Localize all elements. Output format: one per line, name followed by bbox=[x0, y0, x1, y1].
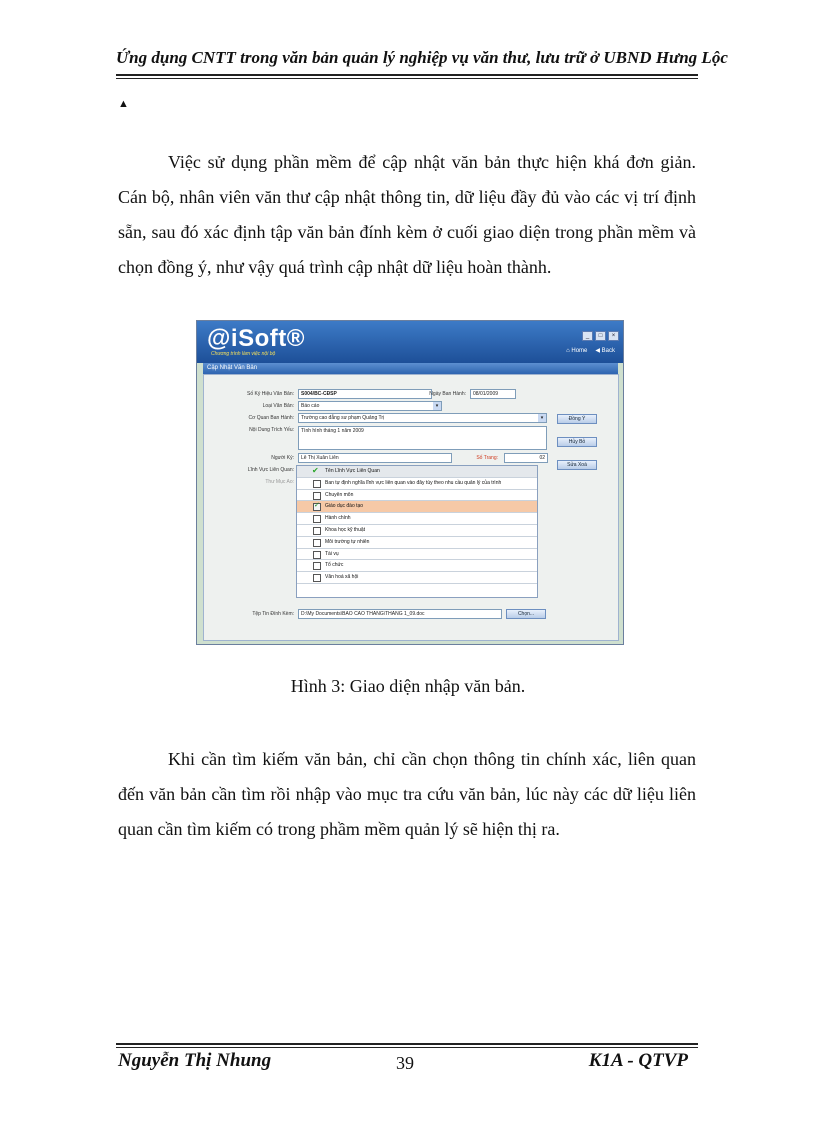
app-banner bbox=[197, 321, 623, 363]
list-item-label: Văn hoá xã hội bbox=[325, 574, 359, 581]
isoft-logo: @iSoft® bbox=[207, 325, 305, 352]
checkbox[interactable] bbox=[313, 539, 321, 547]
list-item-label: Hành chính bbox=[325, 515, 351, 522]
label-tep-tin: Tệp Tin Đính Kèm: bbox=[252, 611, 294, 617]
list-item-label: Ban tự định nghĩa lĩnh vực liên quan vào đây tùy theo nhu cầu quản lý của trình bbox=[325, 479, 502, 486]
so-trang-input[interactable]: 02 bbox=[504, 453, 548, 463]
home-link[interactable]: ⌂ Home bbox=[566, 348, 588, 354]
co-quan-select[interactable]: Trường cao đẳng sư phạm Quảng Trị ▾ bbox=[298, 413, 547, 423]
list-item-label: Môi trường tự nhiên bbox=[325, 538, 370, 545]
list-item[interactable] bbox=[297, 501, 537, 513]
check-icon: ✔ bbox=[312, 466, 319, 475]
nguoi-ky-input[interactable]: Lê Thị Xuân Liên bbox=[298, 453, 452, 463]
label-so-ky-hieu: Số Ký Hiệu Văn Bản: bbox=[247, 391, 294, 397]
sua-xoa-button[interactable]: Sửa Xoá bbox=[557, 460, 597, 470]
list-item-label: Tổ chức bbox=[325, 562, 344, 569]
paragraph-2: Khi cần tìm kiếm văn bản, chỉ cần chọn thông tin chính xác, liên quan đến văn bản cần tìm rồi nhập vào mục tra cứu văn bản, lúc này các dữ liệu liên quan cần tìm kiếm có trong phầm mềm quản lý sẽ hiện thị ra. bbox=[118, 749, 696, 839]
dong-y-button[interactable]: Đồng Ý bbox=[557, 414, 597, 424]
list-item[interactable] bbox=[297, 560, 537, 572]
label-loai: Loại Văn Bản: bbox=[262, 403, 294, 409]
label-linh-vuc: Lĩnh Vực Liên Quan: bbox=[247, 467, 294, 473]
list-item[interactable] bbox=[297, 478, 537, 490]
chevron-down-icon: ▾ bbox=[538, 414, 546, 422]
maximize-button[interactable]: □ bbox=[595, 331, 606, 341]
linh-vuc-list bbox=[296, 465, 538, 598]
chon-button[interactable]: Chọn... bbox=[506, 609, 546, 619]
chevron-down-icon: ▾ bbox=[433, 402, 441, 410]
checkbox[interactable] bbox=[313, 527, 321, 535]
tep-tin-input[interactable]: D:\My Documents\BAO CAO THANG\THANG 1_09.doc bbox=[298, 609, 502, 619]
list-item[interactable] bbox=[297, 572, 537, 584]
footer-author: Nguyễn Thị Nhung bbox=[118, 1050, 272, 1071]
list-item-label: Tài vụ bbox=[325, 550, 339, 557]
close-button[interactable]: × bbox=[608, 331, 619, 341]
checkbox[interactable] bbox=[313, 574, 321, 582]
trich-yeu-textarea[interactable]: Tình hình tháng 1 năm 2009 bbox=[298, 426, 547, 450]
form-body bbox=[203, 374, 619, 641]
ngay-ban-hanh-input[interactable]: 08/01/2009 bbox=[470, 389, 516, 399]
label-thu-muc: Thư Mục Ao: bbox=[265, 479, 294, 485]
footer-rule-thin bbox=[116, 1047, 698, 1048]
figure-caption: Hình 3: Giao diện nhập văn bản. bbox=[290, 676, 526, 696]
checkbox[interactable] bbox=[313, 480, 321, 488]
paragraph-1: Việc sử dụng phần mềm để cập nhật văn bản thực hiện khá đơn giản. Cán bộ, nhân viên văn thư cập nhật thông tin, dữ liệu đầy đủ vào các vị trí định sẵn, sau đó xác định tập văn bản đính kèm ở cuối giao diện trong phần mềm và chọn đồng ý, như vậy quá trình cập nhật dữ liệu hoàn thành. bbox=[118, 152, 696, 277]
header-rule bbox=[116, 74, 698, 76]
list-item[interactable] bbox=[297, 537, 537, 549]
page-number: 39 bbox=[396, 1053, 414, 1073]
checkbox[interactable] bbox=[313, 562, 321, 570]
huy-bo-button[interactable]: Hủy Bỏ bbox=[557, 437, 597, 447]
label-so-trang: Số Trang: bbox=[476, 455, 498, 461]
window-controls bbox=[580, 324, 619, 342]
list-header: ✔ Tên Lĩnh Vực Liên Quan bbox=[297, 466, 537, 478]
minimize-button[interactable]: _ bbox=[582, 331, 593, 341]
form-title: Cập Nhật Văn Bản bbox=[203, 363, 618, 374]
app-nav bbox=[558, 347, 615, 354]
list-item-label: Chuyên môn bbox=[325, 491, 354, 498]
list-item-label: Khoa học kỹ thuật bbox=[325, 526, 366, 533]
screenshot-figure bbox=[196, 320, 624, 645]
so-ky-hieu-input[interactable]: S004/BC-CĐSP bbox=[298, 389, 432, 399]
list-item[interactable] bbox=[297, 549, 537, 561]
page-header-title: Ứng dụng CNTT trong văn bản quản lý nghiệp vụ văn thư, lưu trữ ở UBND Hưng Lộc bbox=[116, 48, 728, 67]
label-trich-yeu: Nội Dung Trích Yếu: bbox=[249, 427, 294, 433]
label-nguoi-ky: Người Ký: bbox=[271, 455, 294, 461]
footer-rule bbox=[116, 1043, 698, 1045]
list-item[interactable] bbox=[297, 525, 537, 537]
list-item[interactable] bbox=[297, 513, 537, 525]
loai-select[interactable]: Báo cáo ▾ bbox=[298, 401, 442, 411]
checkbox[interactable] bbox=[313, 503, 321, 511]
list-item[interactable] bbox=[297, 490, 537, 502]
checkbox[interactable] bbox=[313, 492, 321, 500]
label-ngay-ban-hanh: Ngày Ban Hành: bbox=[429, 391, 466, 397]
label-co-quan: Cơ Quan Ban Hành: bbox=[248, 415, 294, 421]
marker-icon: ▲ bbox=[118, 98, 129, 110]
checkbox[interactable] bbox=[313, 515, 321, 523]
header-rule-thin bbox=[116, 78, 698, 79]
list-item-label: Giáo dục đào tạo bbox=[325, 503, 364, 510]
checkbox[interactable] bbox=[313, 551, 321, 559]
logo-tagline: Chương trình làm việc nội bộ bbox=[211, 351, 276, 357]
back-link[interactable]: ◀ Back bbox=[595, 348, 615, 354]
footer-class: K1A - QTVP bbox=[588, 1050, 688, 1071]
